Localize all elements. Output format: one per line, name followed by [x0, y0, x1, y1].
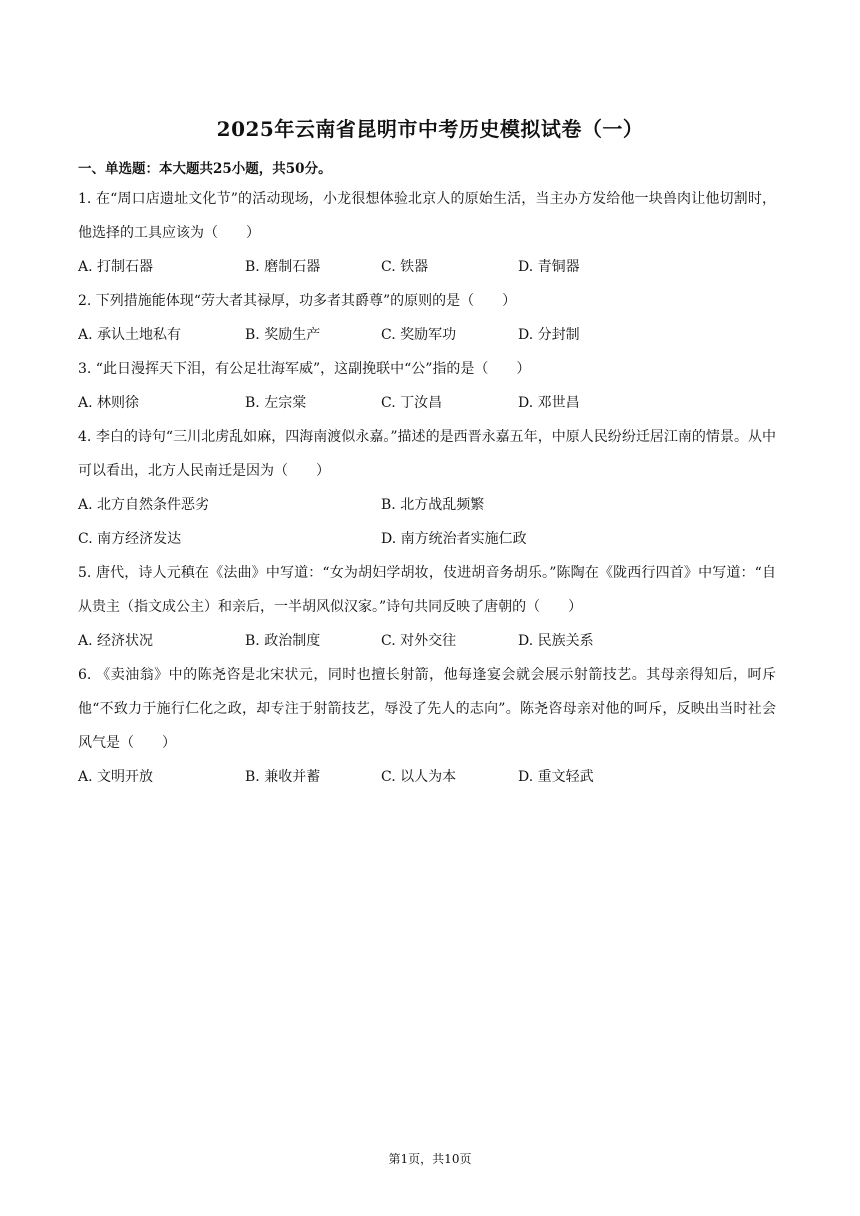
option-b: B. 北方战乱频繁 [381, 497, 485, 513]
option-d: D. 民族关系 [518, 633, 594, 649]
option-c: C. 南方经济发达 [78, 531, 182, 547]
option-d: D. 邓世昌 [518, 395, 580, 411]
question-4-options-row-1 [78, 488, 778, 522]
question-1-options [78, 250, 778, 284]
option-a: A. 承认土地私有 [78, 327, 182, 343]
question-2-options [78, 318, 778, 352]
option-b: B. 兼收并蓄 [245, 769, 321, 785]
option-a: A. 林则徐 [78, 395, 140, 411]
section-heading: 一、单选题：本大题共25小题，共50分。 [78, 161, 332, 177]
option-a: A. 打制石器 [78, 259, 154, 275]
question-3-stem: 3. “此日漫挥天下泪，有公足壮海军威”，这副挽联中“公”指的是（ ） [78, 361, 531, 377]
question-4-stem: 4. 李白的诗句“三川北虏乱如麻，四海南渡似永嘉。”描述的是西晋永嘉五年，中原人民纷纷迁居江南的情景。从中可以看出，北方人民南迁是因为（ ） [78, 429, 776, 479]
option-c: C. 以人为本 [381, 769, 457, 785]
question-5-options [78, 624, 778, 658]
option-d: D. 南方统治者实施仁政 [381, 531, 527, 547]
option-d: D. 青铜器 [518, 259, 580, 275]
option-b: B. 政治制度 [245, 633, 321, 649]
question-2-stem: 2. 下列措施能体现“劳大者其禄厚，功多者其爵尊”的原则的是（ ） [78, 293, 517, 309]
page-footer: 第1页，共10页 [388, 1152, 472, 1166]
option-d: D. 分封制 [518, 327, 580, 343]
option-a: A. 文明开放 [78, 769, 154, 785]
question-6-stem: 6. 《卖油翁》中的陈尧咨是北宋状元，同时也擅长射箭，他每逢宴会就会展示射箭技艺。其母亲得知后，呵斥他“不致力于施行仁化之政，却专注于射箭技艺，辱没了先人的志向”。陈尧咨母亲对他的呵斥，反映出当时社会风气是（ ） [78, 667, 776, 751]
option-c: C. 奖励军功 [381, 327, 457, 343]
exam-title: 2025年云南省昆明市中考历史模拟试卷（一） [216, 117, 644, 141]
option-b: B. 奖励生产 [245, 327, 321, 343]
question-1-stem: 1. 在“周口店遗址文化节”的活动现场，小龙很想体验北京人的原始生活，当主办方发给他一块兽肉让他切割时，他选择的工具应该为（ ） [78, 191, 776, 241]
question-3-options [78, 386, 778, 420]
option-d: D. 重文轻武 [518, 769, 594, 785]
option-a: A. 北方自然条件恶劣 [78, 497, 210, 513]
option-c: C. 对外交往 [381, 633, 457, 649]
question-4-options-row-2 [78, 522, 778, 556]
option-b: B. 磨制石器 [245, 259, 321, 275]
option-a: A. 经济状况 [78, 633, 154, 649]
question-5-stem: 5. 唐代，诗人元稹在《法曲》中写道：“女为胡妇学胡妆，伎进胡音务胡乐。”陈陶在《陇西行四首》中写道：“自从贵主（指文成公主）和亲后，一半胡风似汉家。”诗句共同反映了唐朝的（ ） [78, 565, 776, 615]
option-c: C. 铁器 [381, 259, 429, 275]
option-c: C. 丁汝昌 [381, 395, 443, 411]
option-b: B. 左宗棠 [245, 395, 307, 411]
question-6-options [78, 760, 778, 794]
